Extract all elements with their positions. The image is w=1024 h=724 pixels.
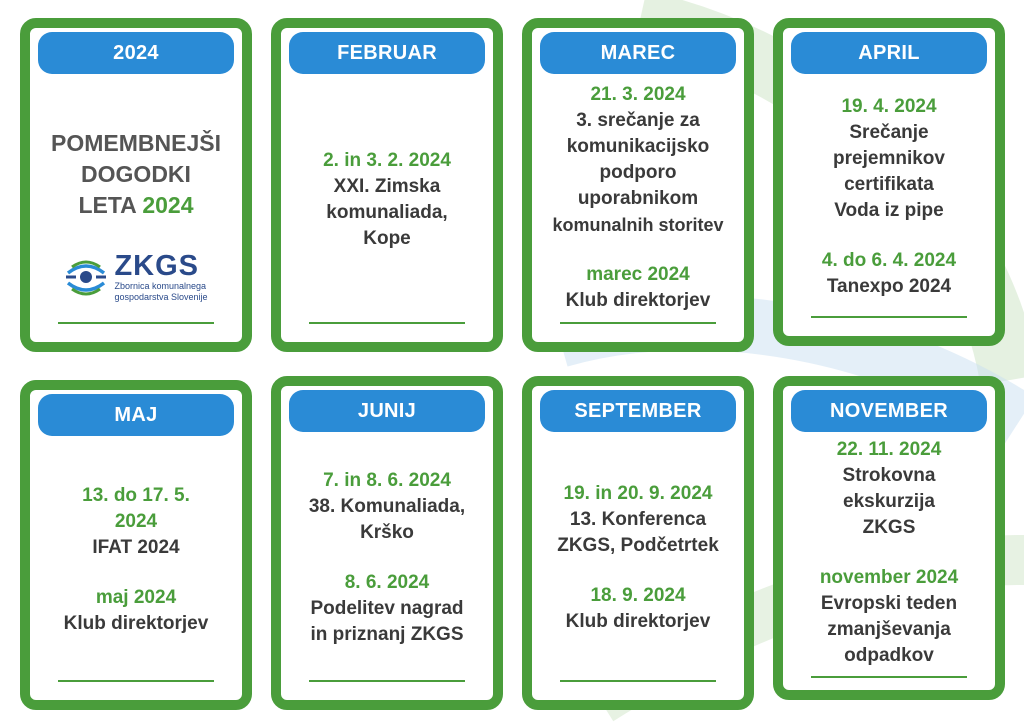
event-date: 7. in 8. 6. 2024 (323, 470, 451, 491)
event-title: Klub direktorjev (63, 613, 209, 634)
event-date: 19. in 20. 9. 2024 (563, 483, 713, 504)
event (557, 481, 719, 559)
month-header: SEPTEMBER (540, 390, 736, 432)
event-date: 8. 6. 2024 (344, 572, 430, 593)
event-date: 2024 (114, 511, 158, 532)
event (833, 94, 945, 224)
card-underline (560, 680, 716, 682)
event-title: podporo (599, 162, 677, 183)
event-title: ekskurzija (843, 491, 935, 512)
event-title: Strokovna (842, 465, 936, 486)
event (837, 437, 942, 541)
card-marec (522, 18, 754, 352)
event-title: IFAT 2024 (92, 537, 180, 558)
card-september (522, 376, 754, 710)
card-underline (309, 680, 465, 682)
event-title: Tanexpo 2024 (826, 276, 952, 297)
event (552, 82, 723, 238)
event-title: ZKGS, Podčetrtek (557, 535, 719, 556)
event-date: 13. do 17. 5. (82, 485, 190, 506)
month-header: FEBRUAR (289, 32, 485, 74)
event-date: 21. 3. 2024 (590, 84, 686, 105)
intro-title: POMEMBNEJŠI DOGODKI LETA 2024 (51, 130, 221, 218)
intro-card (20, 18, 252, 352)
event-date: 2. in 3. 2. 2024 (323, 150, 451, 171)
event-title: ZKGS (862, 517, 916, 538)
event (310, 570, 463, 648)
event (566, 583, 711, 635)
month-header: MAJ (38, 394, 234, 436)
event (822, 248, 956, 300)
month-header: APRIL (791, 32, 987, 74)
event-title: 38. Komunaliada, (308, 496, 466, 517)
month-header: NOVEMBER (791, 390, 987, 432)
event (820, 565, 958, 669)
event (64, 585, 209, 637)
event (566, 262, 711, 314)
event-date: marec 2024 (586, 264, 690, 285)
event-date: 19. 4. 2024 (841, 96, 937, 117)
event (82, 483, 190, 561)
card-underline (309, 322, 465, 324)
event-title: Klub direktorjev (565, 611, 711, 632)
event-title: zmanjševanja (827, 619, 951, 640)
event-title: XXI. Zimska (333, 176, 441, 197)
event-title: Evropski teden (820, 593, 958, 614)
event-title: Voda iz pipe (834, 200, 944, 221)
event-title: odpadkov (844, 645, 934, 666)
event-title: 13. Konferenca (569, 509, 707, 530)
event-title: Klub direktorjev (565, 290, 711, 311)
event-title: Podelitev nagrad (310, 598, 464, 619)
event (309, 468, 465, 546)
event-date: 22. 11. 2024 (836, 439, 942, 460)
logo-subtitle-1: Zbornica komunalnega (114, 281, 207, 291)
month-header: MAREC (540, 32, 736, 74)
event (323, 148, 451, 252)
event-date: november 2024 (819, 567, 959, 588)
intro-header: 2024 (38, 32, 234, 74)
event-date: 4. do 6. 4. 2024 (821, 250, 957, 271)
event-title: prejemnikov (833, 148, 945, 169)
card-februar (271, 18, 503, 352)
logo-name: ZKGS (114, 250, 200, 282)
card-junij (271, 376, 503, 710)
month-header: JUNIJ (289, 390, 485, 432)
event-title: Krško (360, 522, 414, 543)
event-title: Kope (363, 228, 411, 249)
card-november (773, 376, 1005, 700)
zkgs-logo-icon (64, 257, 108, 297)
card-april (773, 18, 1005, 346)
card-underline (58, 322, 214, 324)
event-title: uporabnikom (577, 188, 699, 209)
event-date: 18. 9. 2024 (590, 585, 686, 606)
event-title: in priznanj ZKGS (310, 624, 464, 645)
event-title: komunalnih storitev (552, 215, 724, 235)
logo-subtitle-2: gospodarstva Slovenije (114, 292, 208, 302)
event-title: certifikata (844, 174, 934, 195)
card-underline (811, 316, 967, 318)
event-title: komunaliada, (326, 202, 448, 223)
event-date: maj 2024 (95, 587, 177, 608)
zkgs-logo (64, 251, 207, 303)
card-underline (58, 680, 214, 682)
event-title: komunikacijsko (566, 136, 710, 157)
card-maj (20, 380, 252, 710)
card-underline (560, 322, 716, 324)
card-underline (811, 676, 967, 678)
event-title: 3. srečanje za (576, 110, 700, 131)
event-title: Srečanje (849, 122, 929, 143)
